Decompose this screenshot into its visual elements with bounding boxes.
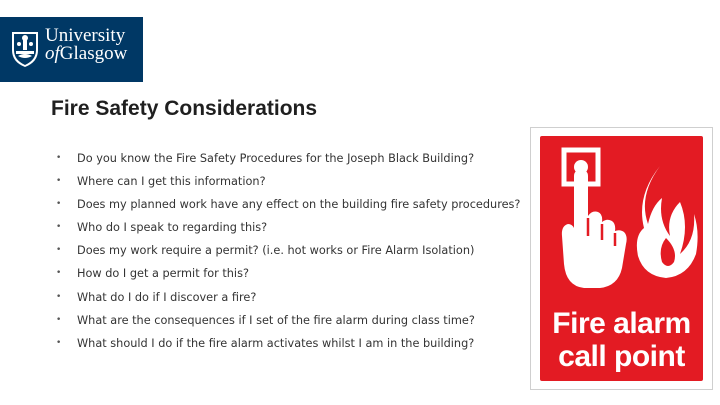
logo-line-university: University: [45, 25, 126, 46]
bullet-item: [56, 239, 520, 262]
bullet-text: What do I do if I discover a fire?: [77, 290, 257, 304]
bullet-marker: •: [56, 176, 62, 187]
sign-text-line1: Fire alarm: [552, 307, 691, 340]
bullet-item: [56, 332, 520, 355]
bullet-marker: •: [56, 314, 62, 325]
bullet-text: What are the consequences if I set of the fire alarm during class time?: [77, 313, 475, 327]
bullet-item: [56, 262, 520, 285]
bullet-text: Who do I speak to regarding this?: [77, 221, 268, 235]
slide-title: Fire Safety Considerations: [51, 97, 318, 120]
logo-of: of: [45, 43, 60, 64]
call-point-hand-icon: [540, 136, 703, 306]
bullet-text: What should I do if the fire alarm activates whilst I am in the building?: [77, 336, 475, 350]
logo-wordmark: [45, 27, 127, 63]
sign-panel: [540, 136, 703, 381]
bullet-text: Where can I get this information?: [77, 175, 266, 189]
sign-text-line2: call point: [558, 340, 685, 373]
bullet-item: [56, 309, 520, 332]
university-logo: [0, 17, 143, 82]
bullet-text: Does my work require a permit? (i.e. hot works or Fire Alarm Isolation): [77, 244, 475, 258]
bullet-text: How do I get a permit for this?: [77, 267, 249, 281]
bullet-item: [56, 170, 520, 193]
logo-line-glasgow: [45, 45, 127, 63]
bullet-marker: •: [56, 268, 62, 279]
bullet-text: Does my planned work have any effect on the building fire safety procedures?: [77, 198, 521, 212]
bullet-marker: •: [56, 291, 62, 302]
bullet-list: [56, 147, 520, 355]
crest-icon: [10, 30, 40, 68]
logo-glasgow: Glasgow: [59, 43, 128, 64]
bullet-text: Do you know the Fire Safety Procedures for the Joseph Black Building?: [77, 152, 475, 165]
bullet-item: [56, 147, 520, 170]
bullet-marker: •: [56, 222, 62, 233]
bullet-item: [56, 286, 520, 309]
bullet-item: [56, 193, 520, 216]
bullet-marker: •: [56, 337, 62, 348]
bullet-marker: •: [56, 245, 62, 256]
bullet-marker: •: [56, 153, 62, 163]
bullet-item: [56, 216, 520, 239]
fire-alarm-sign: [530, 127, 713, 390]
bullet-marker: •: [56, 199, 62, 210]
